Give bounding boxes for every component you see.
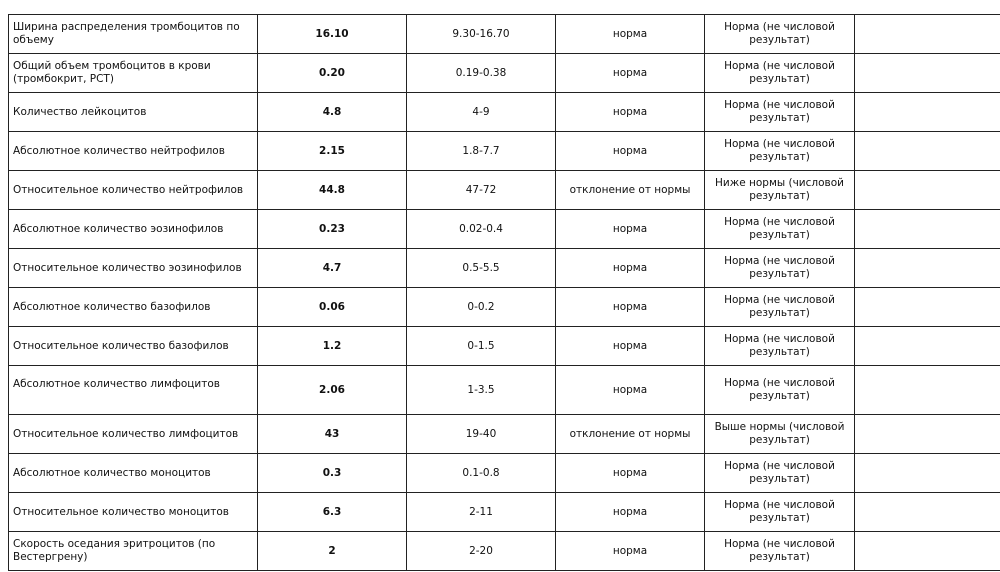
status-cell: норма (556, 210, 705, 249)
table-row (9, 171, 1000, 210)
reference-range-cell: 1.8-7.7 (407, 132, 556, 171)
test-name-cell: Абсолютное количество моноцитов (9, 454, 258, 493)
test-name-cell: Общий объем тромбоцитов в крови (тромбокрит, PCT) (9, 54, 258, 93)
test-name-cell: Абсолютное количество базофилов (9, 288, 258, 327)
table-row (9, 493, 1000, 532)
result-value-cell: 0.3 (258, 454, 407, 493)
interpretation-cell: Норма (не числовой результат) (705, 454, 855, 493)
reference-range-cell: 4-9 (407, 93, 556, 132)
interpretation-cell: Норма (не числовой результат) (705, 210, 855, 249)
empty-cell (855, 493, 1000, 532)
table-row (9, 132, 1000, 171)
result-value-cell: 1.2 (258, 327, 407, 366)
reference-range-cell: 19-40 (407, 415, 556, 454)
result-value-cell: 43 (258, 415, 407, 454)
status-cell: норма (556, 132, 705, 171)
interpretation-cell: Норма (не числовой результат) (705, 532, 855, 571)
test-name-cell: Абсолютное количество нейтрофилов (9, 132, 258, 171)
empty-cell (855, 327, 1000, 366)
empty-cell (855, 15, 1000, 54)
table-row (9, 366, 1000, 415)
result-value-cell: 2.06 (258, 366, 407, 415)
reference-range-cell: 0.02-0.4 (407, 210, 556, 249)
status-cell: норма (556, 288, 705, 327)
test-name-cell: Количество лейкоцитов (9, 93, 258, 132)
test-name-cell: Ширина распределения тромбоцитов по объему (9, 15, 258, 54)
table-row (9, 415, 1000, 454)
status-cell: норма (556, 454, 705, 493)
table-row (9, 327, 1000, 366)
reference-range-cell: 2-11 (407, 493, 556, 532)
empty-cell (855, 415, 1000, 454)
status-cell: норма (556, 54, 705, 93)
lab-results-body (9, 15, 1000, 571)
table-row (9, 210, 1000, 249)
result-value-cell: 0.23 (258, 210, 407, 249)
empty-cell (855, 54, 1000, 93)
status-cell: норма (556, 532, 705, 571)
interpretation-cell: Норма (не числовой результат) (705, 288, 855, 327)
empty-cell (855, 366, 1000, 415)
interpretation-cell: Норма (не числовой результат) (705, 327, 855, 366)
result-value-cell: 4.8 (258, 93, 407, 132)
table-row (9, 454, 1000, 493)
result-value-cell: 0.20 (258, 54, 407, 93)
status-cell: норма (556, 493, 705, 532)
empty-cell (855, 288, 1000, 327)
interpretation-cell: Норма (не числовой результат) (705, 249, 855, 288)
status-cell: норма (556, 93, 705, 132)
status-cell: отклонение от нормы (556, 415, 705, 454)
interpretation-cell: Ниже нормы (числовой результат) (705, 171, 855, 210)
status-cell: норма (556, 15, 705, 54)
reference-range-cell: 0.1-0.8 (407, 454, 556, 493)
test-name-cell: Относительное количество эозинофилов (9, 249, 258, 288)
reference-range-cell: 0-1.5 (407, 327, 556, 366)
table-row (9, 532, 1000, 571)
reference-range-cell: 0.5-5.5 (407, 249, 556, 288)
table-row (9, 93, 1000, 132)
table-row (9, 15, 1000, 54)
empty-cell (855, 132, 1000, 171)
empty-cell (855, 171, 1000, 210)
test-name-cell: Скорость оседания эритроцитов (по Вестергрену) (9, 532, 258, 571)
interpretation-cell: Норма (не числовой результат) (705, 54, 855, 93)
result-value-cell: 2.15 (258, 132, 407, 171)
reference-range-cell: 47-72 (407, 171, 556, 210)
empty-cell (855, 93, 1000, 132)
empty-cell (855, 249, 1000, 288)
status-cell: норма (556, 366, 705, 415)
lab-results-table (8, 14, 1000, 571)
interpretation-cell: Норма (не числовой результат) (705, 493, 855, 532)
test-name-cell: Относительное количество базофилов (9, 327, 258, 366)
test-name-cell: Относительное количество моноцитов (9, 493, 258, 532)
interpretation-cell: Норма (не числовой результат) (705, 132, 855, 171)
interpretation-cell: Норма (не числовой результат) (705, 366, 855, 415)
reference-range-cell: 0-0.2 (407, 288, 556, 327)
test-name-cell: Абсолютное количество лимфоцитов (9, 366, 258, 415)
status-cell: отклонение от нормы (556, 171, 705, 210)
result-value-cell: 0.06 (258, 288, 407, 327)
table-row (9, 54, 1000, 93)
status-cell: норма (556, 249, 705, 288)
table-row (9, 249, 1000, 288)
empty-cell (855, 454, 1000, 493)
result-value-cell: 2 (258, 532, 407, 571)
test-name-cell: Абсолютное количество эозинофилов (9, 210, 258, 249)
test-name-cell: Относительное количество нейтрофилов (9, 171, 258, 210)
reference-range-cell: 2-20 (407, 532, 556, 571)
empty-cell (855, 210, 1000, 249)
reference-range-cell: 1-3.5 (407, 366, 556, 415)
test-name-cell: Относительное количество лимфоцитов (9, 415, 258, 454)
result-value-cell: 6.3 (258, 493, 407, 532)
status-cell: норма (556, 327, 705, 366)
interpretation-cell: Норма (не числовой результат) (705, 93, 855, 132)
reference-range-cell: 0.19-0.38 (407, 54, 556, 93)
result-value-cell: 16.10 (258, 15, 407, 54)
result-value-cell: 4.7 (258, 249, 407, 288)
interpretation-cell: Выше нормы (числовой результат) (705, 415, 855, 454)
reference-range-cell: 9.30-16.70 (407, 15, 556, 54)
empty-cell (855, 532, 1000, 571)
table-row (9, 288, 1000, 327)
result-value-cell: 44.8 (258, 171, 407, 210)
interpretation-cell: Норма (не числовой результат) (705, 15, 855, 54)
